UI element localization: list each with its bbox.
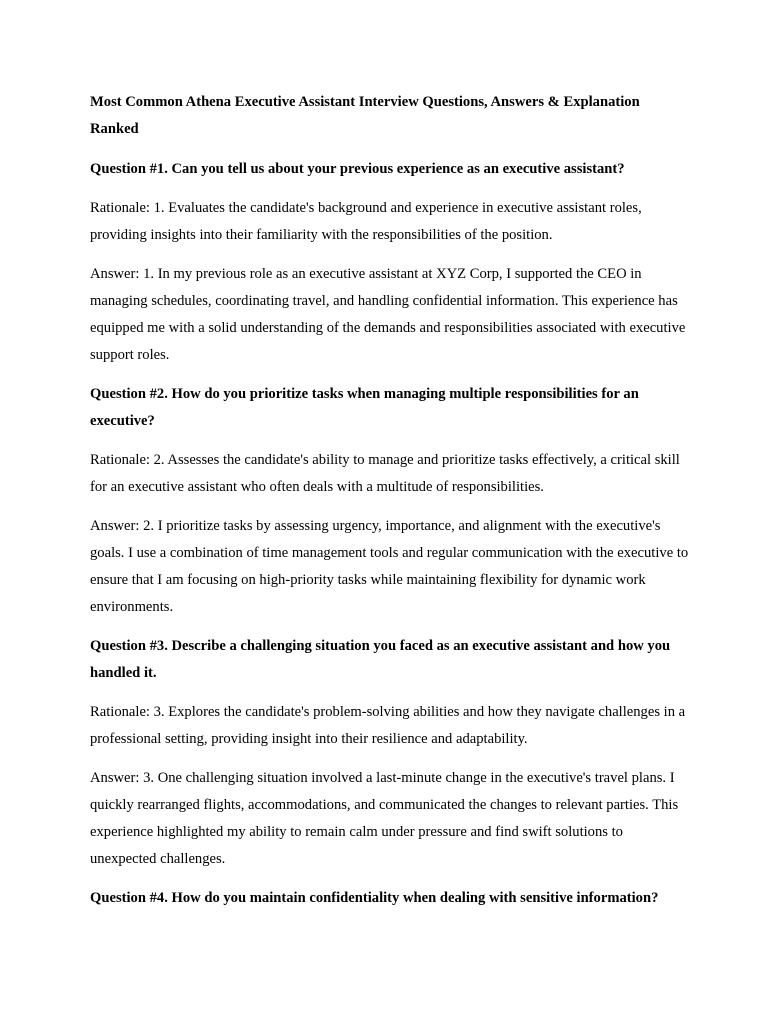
document-page — [90, 89, 690, 924]
rationale-1: Rationale: 1. Evaluates the candidate's background and experience in executive assistant roles, providing insights into their familiarity with the responsibilities of the position. — [90, 200, 642, 243]
answer-3: Answer: 3. One challenging situation involved a last-minute change in the executive's travel plans. I quickly rearranged flights, accommodations, and communicated the changes to relevant parties. This experience highlighted my ability to remain calm under pressure and find swift solutions to unexpected challenges. — [90, 770, 679, 867]
document-title: Most Common Athena Executive Assistant Interview Questions, Answers & Explanation Ranked — [90, 94, 640, 137]
rationale-2: Rationale: 2. Assesses the candidate's ability to manage and prioritize tasks effectively, a critical skill for an executive assistant who often deals with a multitude of responsibilities. — [90, 452, 680, 495]
question-2: Question #2. How do you prioritize tasks when managing multiple responsibilities for an executive? — [90, 386, 639, 429]
answer-2: Answer: 2. I prioritize tasks by assessing urgency, importance, and alignment with the executive's goals. I use a combination of time management tools and regular communication with the executive to ensure that I am focusing on high-priority tasks while maintaining flexibility for dynamic work environments. — [90, 518, 689, 615]
question-3: Question #3. Describe a challenging situation you faced as an executive assistant and how you handled it. — [90, 638, 671, 681]
question-4: Question #4. How do you maintain confidentiality when dealing with sensitive information? — [90, 890, 659, 906]
question-1: Question #1. Can you tell us about your previous experience as an executive assistant? — [90, 161, 625, 177]
answer-1: Answer: 1. In my previous role as an executive assistant at XYZ Corp, I supported the CEO in managing schedules, coordinating travel, and handling confidential information. This experience has equipped me with a solid understanding of the demands and responsibilities associated with executive support roles. — [90, 266, 686, 363]
rationale-3: Rationale: 3. Explores the candidate's problem-solving abilities and how they navigate challenges in a professional setting, providing insight into their resilience and adaptability. — [90, 704, 686, 747]
